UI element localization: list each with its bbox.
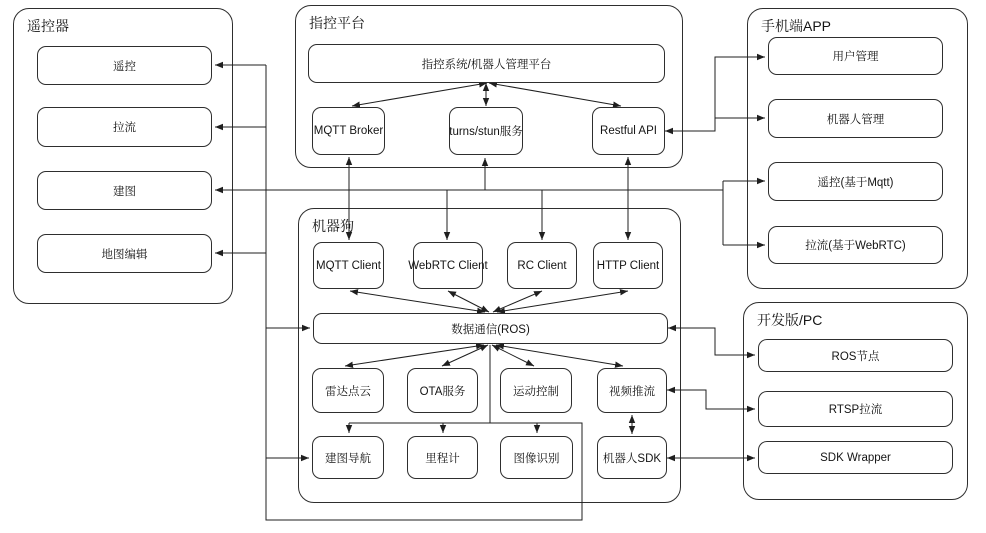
node-yaokong: 遥控 (37, 46, 212, 85)
node-restful-api: Restful API (592, 107, 665, 155)
edge-platform-mqttbroker (352, 83, 487, 106)
group-command-platform-label: 指控平台 (309, 15, 365, 31)
edge-restful-usermgmt (665, 57, 765, 131)
node-ota-service: OTA服务 (407, 368, 478, 413)
node-robot-sdk: 机器人SDK (597, 436, 667, 479)
group-robot-dog-label: 机器狗 (312, 218, 354, 234)
node-turns-stun: turns/stun服务 (449, 107, 523, 155)
edge-webrtcclient-ros (448, 291, 489, 312)
node-command-system: 指控系统/机器人管理平台 (308, 44, 665, 83)
group-remote-controller-label: 遥控器 (27, 18, 69, 34)
node-mqtt-client: MQTT Client (313, 242, 384, 289)
group-mobile-app-label: 手机端APP (761, 18, 832, 34)
node-sdk-wrapper: SDK Wrapper (758, 441, 953, 474)
node-app-stream: 拉流(基于WebRTC) (768, 226, 943, 264)
edge-ros-videopush (496, 345, 623, 366)
edge-platform-restful (489, 83, 621, 106)
edge-videopush-rtsp (667, 390, 755, 409)
node-image-rec: 图像识别 (500, 436, 573, 479)
node-jiantu: 建图 (37, 171, 212, 210)
node-laliu: 拉流 (37, 107, 212, 147)
edge-mqttclient-ros (350, 291, 485, 312)
edge-ros-rosnode (668, 328, 755, 355)
node-app-remote: 遥控(基于Mqtt) (768, 162, 943, 201)
node-odometer: 里程计 (407, 436, 478, 479)
node-map-nav: 建图导航 (312, 436, 384, 479)
edge-ros-lidar (345, 345, 484, 366)
node-rtsp-pull: RTSP拉流 (758, 391, 953, 427)
group-dev-board-pc-label: 开发版/PC (757, 312, 823, 328)
node-ros-comm: 数据通信(ROS) (313, 313, 668, 344)
node-ros-node: ROS节点 (758, 339, 953, 372)
node-robot-mgmt: 机器人管理 (768, 99, 943, 138)
node-map-edit: 地图编辑 (37, 234, 212, 273)
node-http-client: HTTP Client (593, 242, 663, 289)
node-video-push: 视频推流 (597, 368, 667, 413)
node-mqtt-broker: MQTT Broker (312, 107, 385, 155)
node-webrtc-client: WebRTC Client (413, 242, 483, 289)
node-rc-client: RC Client (507, 242, 577, 289)
node-lidar-cloud: 雷达点云 (312, 368, 384, 413)
node-motion-ctrl: 运动控制 (500, 368, 572, 413)
node-user-mgmt: 用户管理 (768, 37, 943, 75)
